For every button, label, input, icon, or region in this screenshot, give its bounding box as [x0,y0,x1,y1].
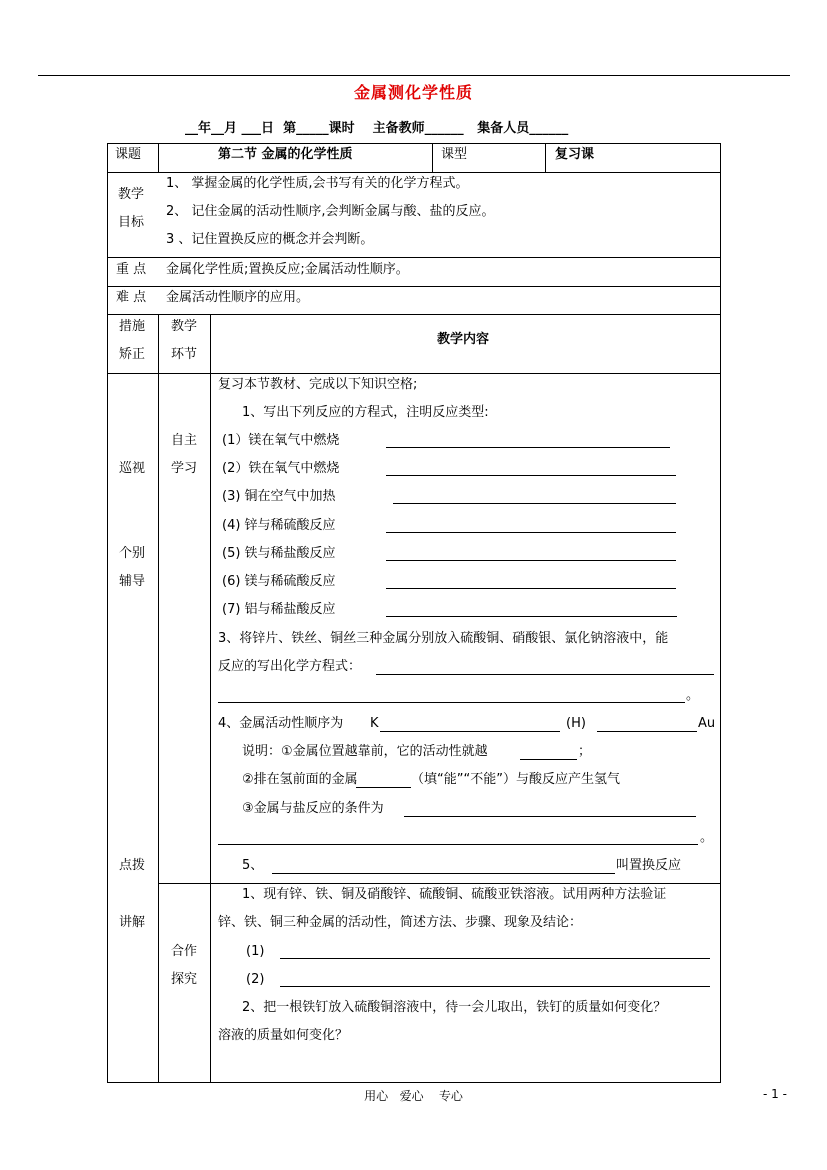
goal-item: 2、 记住金属的活动性顺序,会判断金属与酸、盐的反应。 [166,204,495,219]
question-text: 锌、铁、铜三种金属的活动性，简述方法、步骤、现象及结论： [218,915,583,930]
col-divider [158,143,159,173]
answer-blank [520,759,577,760]
key-value: 金属化学性质;置换反应;金属活动性顺序。 [166,262,409,277]
measure-label: 个别 [119,546,146,561]
answer-blank [386,588,676,589]
note-text: （填“能”“不能”）与酸反应产生氢气 [411,772,620,787]
note-text: 说明：①金属位置越靠前，它的活动性就越 [242,744,488,759]
question-text: 4、金属活动性顺序为 [218,716,344,731]
col-divider [545,143,546,173]
series-h: (H) [566,716,586,731]
reaction-item: (6) 镁与稀硫酸反应 [222,574,336,589]
reaction-item: (5) 铁与稀盐酸反应 [222,546,336,561]
document-title: 金属测化学性质 [353,83,473,102]
period: 。 [686,688,700,703]
footer-text: 用心 爱心 专心 [364,1089,463,1103]
reaction-item: (3) 铜在空气中加热 [222,489,336,504]
answer-blank [218,702,685,703]
stage-label: 自主 [171,433,198,448]
period: 。 [700,830,714,845]
row-divider [107,172,721,173]
goals-label: 目标 [118,215,145,230]
reaction-item: (7) 铝与稀盐酸反应 [222,602,336,617]
stage-label: 合作 [171,944,198,959]
series-au: Au [698,716,716,731]
page-number: - 1 - [763,1087,787,1101]
answer-blank [393,503,676,504]
question-text: 2、把一根铁钉放入硫酸铜溶液中，待一会儿取出，铁钉的质量如何变化？ [242,1000,667,1015]
col-divider [158,314,159,1083]
col-divider [210,314,211,1083]
lesson-info-line: __年__月 ___日 第_____课时 主备教师______ 集备人员______ [185,121,569,136]
answer-blank [280,986,710,987]
row-divider [158,883,721,884]
column-header: 矫正 [119,347,146,362]
answer-blank [218,844,698,845]
answer-blank [356,787,411,788]
note-text: ②排在氢前面的金属 [242,772,358,787]
col-divider [432,143,433,173]
key-label: 重 点 [116,262,147,277]
question-text: 3、将锌片、铁丝、铜丝三种金属分别放入硫酸铜、硝酸银、氯化钠溶液中，能 [218,631,669,646]
header-rule [38,75,790,76]
answer-blank [272,873,615,874]
answer-blank [386,532,676,533]
question-text: 1、写出下列反应的方程式，注明反应类型: [242,405,489,420]
answer-blank [597,731,697,732]
question-text: 1、现有锌、铁、铜及硝酸锌、硫酸铜、硫酸亚铁溶液。试用两种方法验证 [242,887,667,902]
stage-label: 探究 [171,972,198,987]
measure-label: 巡视 [119,461,146,476]
difficulty-value: 金属活动性顺序的应用。 [166,290,310,305]
series-k: K [370,716,379,731]
question-text: 5、 [242,858,264,873]
answer-blank [386,560,676,561]
stage-label: 学习 [171,461,198,476]
reaction-item: (1）镁在氧气中燃烧 [222,433,340,448]
topic-value: 第二节 金属的化学性质 [218,147,353,162]
row-divider [107,373,721,374]
column-header: 措施 [119,319,146,334]
type-label: 课型 [441,147,468,162]
type-value: 复习课 [555,147,595,162]
goals-label: 教学 [118,187,145,202]
goal-item: 3 、记住置换反应的概念并会判断。 [166,232,374,247]
goal-item: 1、 掌握金属的化学性质,会书写有关的化学方程式。 [166,176,469,191]
answer-blank [280,958,710,959]
row-divider [107,286,721,287]
difficulty-label: 难 点 [116,290,147,305]
method-label: (1) [246,944,265,959]
row-divider [107,314,721,315]
answer-blank [386,616,677,617]
answer-blank [376,674,714,675]
answer-blank [386,475,676,476]
question-text: 叫置换反应 [616,858,682,873]
question-text: 溶液的质量如何变化？ [218,1028,349,1043]
method-label: (2) [246,972,265,987]
measure-label: 点拨 [119,858,146,873]
answer-blank [386,447,670,448]
answer-blank [404,816,696,817]
intro-text: 复习本节教材、完成以下知识空格; [218,377,418,392]
note-text: ③金属与盐反应的条件为 [242,801,384,816]
lesson-table [107,143,721,1083]
row-divider [107,257,721,258]
note-text: ； [578,744,592,759]
column-header: 教学内容 [437,332,490,347]
reaction-item: (2）铁在氧气中燃烧 [222,461,340,476]
measure-label: 辅导 [119,574,146,589]
topic-label: 课题 [115,147,142,162]
answer-blank [380,731,560,732]
reaction-item: (4) 锌与稀硫酸反应 [222,518,336,533]
question-text: 反应的写出化学方程式： [218,659,362,674]
column-header: 环节 [171,347,198,362]
column-header: 教学 [171,319,198,334]
measure-label: 讲解 [119,915,146,930]
